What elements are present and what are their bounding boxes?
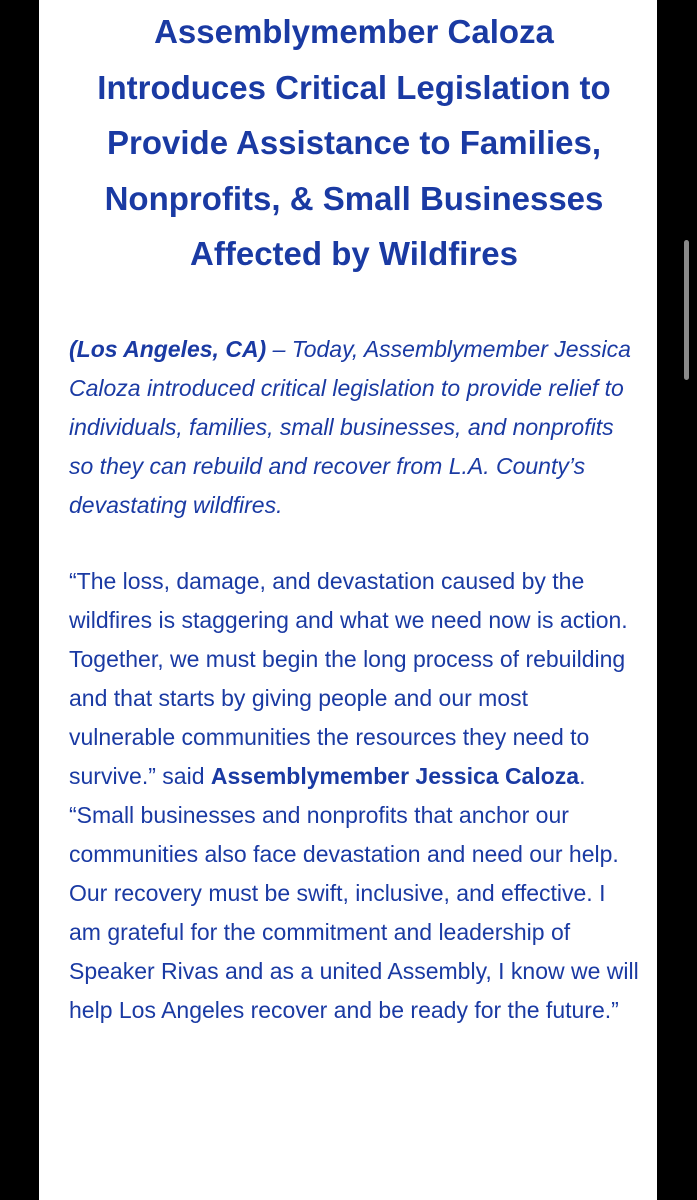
article-page [39,0,657,1200]
article-title: Assemblymember Caloza Introduces Critical Legislation to Provide Assistance to Families, Nonprofits, & Small Businesses Affected by Wildfires [97,13,611,272]
article-quote [69,562,639,1030]
quote-text-part1: “The loss, damage, and devastation caused by the wildfires is staggering and what we need now is action. Together, we must begin the long process of rebuilding and that starts by giving people and our most vulnerable communities the resources they need to survive.” said [69,567,628,789]
article-content [69,0,639,1030]
scrollbar-thumb[interactable] [684,240,689,380]
intro-text: – Today, Assemblymember Jessica Caloza introduced critical legislation to provide relief to individuals, families, small businesses, and nonprofits so they can rebuild and recover from L.A. County’s devastating wildfires. [69,335,631,518]
quote-text-part2: . “Small businesses and nonprofits that anchor our communities also face devastation and need our help. Our recovery must be swift, inclusive, and effective. I am grateful for the commitment and leadership of Speaker Rivas and as a united Assembly, I know we will help Los Angeles recover and be ready for the future.” [69,762,639,1023]
dateline: (Los Angeles, CA) [69,335,267,362]
article-intro [69,330,639,525]
quote-speaker: Assemblymember Jessica Caloza [210,762,580,789]
